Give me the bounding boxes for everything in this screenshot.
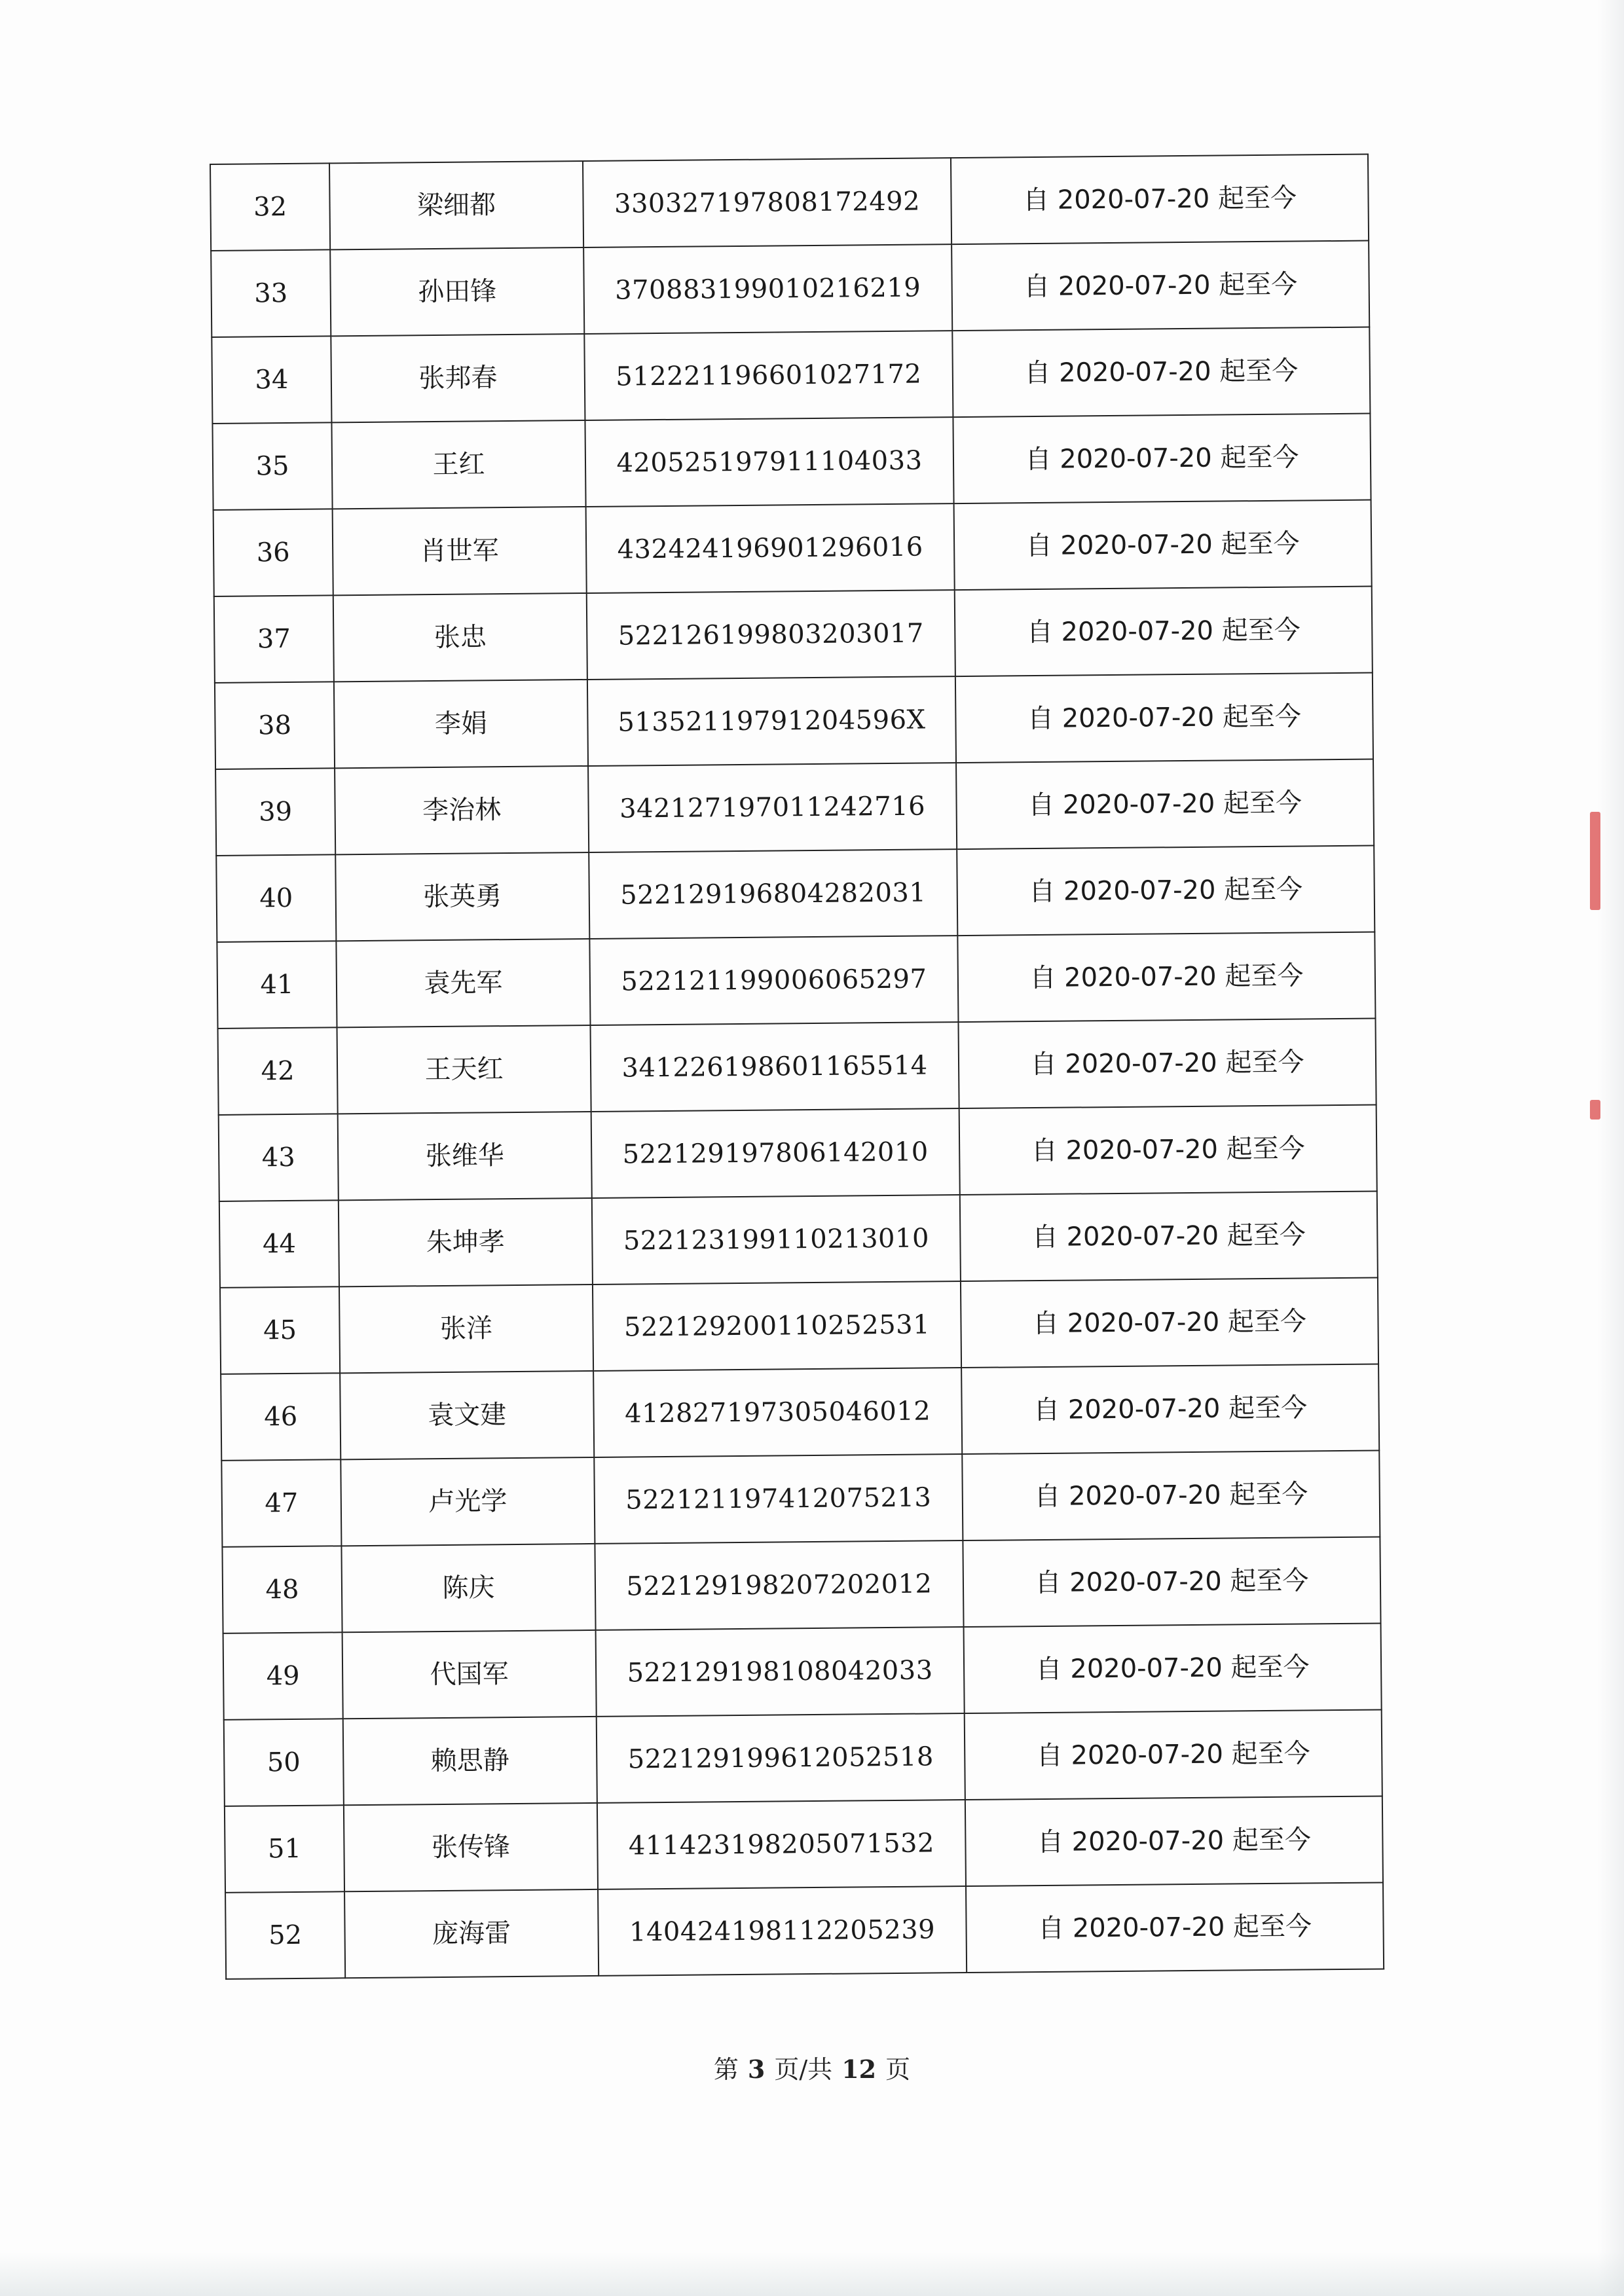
row-number-cell: 52 <box>225 1891 345 1979</box>
row-number-cell: 37 <box>214 595 334 683</box>
row-number-cell: 38 <box>215 682 335 769</box>
roster-table-body <box>210 155 1384 1979</box>
id-number-cell: 412827197305046012 <box>593 1368 962 1457</box>
row-number-cell: 43 <box>219 1114 339 1201</box>
name-cell: 袁先军 <box>336 939 590 1027</box>
name-cell: 肖世军 <box>333 507 587 595</box>
name-cell: 袁文建 <box>340 1371 594 1459</box>
name-cell: 代国军 <box>342 1630 597 1719</box>
name-cell: 王天红 <box>337 1025 591 1114</box>
row-number-cell: 49 <box>223 1632 343 1720</box>
table-row <box>221 1450 1380 1546</box>
table-row <box>219 1192 1378 1288</box>
period-cell: 自 2020-07-20 起至今 <box>958 1019 1376 1109</box>
id-number-cell: 370883199010216219 <box>583 244 952 334</box>
period-cell: 自 2020-07-20 起至今 <box>961 1277 1378 1368</box>
period-cell: 自 2020-07-20 起至今 <box>964 1623 1382 1713</box>
table-row <box>212 414 1371 510</box>
period-cell: 自 2020-07-20 起至今 <box>961 1364 1379 1454</box>
name-cell: 张维华 <box>338 1112 592 1200</box>
id-number-cell: 522121199006065297 <box>589 936 958 1025</box>
table-row <box>220 1277 1378 1374</box>
row-number-cell: 40 <box>216 854 336 942</box>
row-number-cell: 51 <box>225 1805 344 1893</box>
footer-total-pages: 12 <box>841 2054 877 2084</box>
period-cell: 自 2020-07-20 起至今 <box>956 759 1374 850</box>
row-number-cell: 47 <box>221 1459 341 1547</box>
table-row <box>217 932 1375 1029</box>
id-number-cell: 522129199612052518 <box>597 1713 965 1803</box>
row-number-cell: 36 <box>213 509 333 596</box>
row-number-cell: 42 <box>218 1027 338 1115</box>
name-cell: 庞海雷 <box>344 1889 599 1978</box>
row-number-cell: 46 <box>221 1373 341 1461</box>
table-row <box>223 1623 1382 1719</box>
row-number-cell: 50 <box>224 1719 344 1806</box>
name-cell: 李治林 <box>335 766 589 854</box>
period-cell: 自 2020-07-20 起至今 <box>951 155 1369 245</box>
name-cell: 张忠 <box>333 593 587 682</box>
table-row <box>213 500 1372 596</box>
id-number-cell: 512221196601027172 <box>584 331 953 420</box>
table-row <box>214 587 1373 683</box>
row-number-cell: 41 <box>217 941 337 1029</box>
id-number-cell: 522129198108042033 <box>596 1627 965 1717</box>
row-number-cell: 32 <box>210 163 330 251</box>
name-cell: 孙田锋 <box>330 247 584 336</box>
table-row <box>215 759 1374 856</box>
table-row <box>225 1882 1384 1978</box>
footer-page-number: 3 <box>747 2054 766 2084</box>
id-number-cell: 522129200110252531 <box>593 1281 961 1371</box>
table-row <box>225 1796 1383 1892</box>
roster-table-container <box>210 153 1391 1979</box>
period-cell: 自 2020-07-20 起至今 <box>965 1709 1382 1800</box>
table-row <box>222 1537 1380 1633</box>
id-number-cell: 432424196901296016 <box>586 503 955 593</box>
period-cell: 自 2020-07-20 起至今 <box>963 1537 1380 1627</box>
table-row <box>215 673 1373 769</box>
period-cell: 自 2020-07-20 起至今 <box>959 1105 1377 1195</box>
name-cell: 李娟 <box>334 680 588 768</box>
id-number-cell: 522129196804282031 <box>589 849 957 939</box>
table-row <box>219 1105 1377 1201</box>
period-cell: 自 2020-07-20 起至今 <box>966 1882 1384 1973</box>
period-cell: 自 2020-07-20 起至今 <box>954 500 1372 591</box>
table-row <box>218 1019 1376 1115</box>
name-cell: 张英勇 <box>335 852 589 941</box>
red-seal-fragment-lower <box>1590 1100 1600 1120</box>
period-cell: 自 2020-07-20 起至今 <box>951 241 1369 331</box>
row-number-cell: 44 <box>219 1200 339 1288</box>
id-number-cell: 522129197806142010 <box>591 1108 960 1198</box>
row-number-cell: 45 <box>220 1286 340 1374</box>
name-cell: 张洋 <box>339 1285 593 1373</box>
id-number-cell: 411423198205071532 <box>597 1800 966 1889</box>
id-number-cell: 522121197412075213 <box>594 1454 963 1544</box>
name-cell: 张传锋 <box>344 1803 598 1891</box>
footer-prefix: 第 <box>713 2055 739 2084</box>
name-cell: 张邦春 <box>331 334 585 422</box>
period-cell: 自 2020-07-20 起至今 <box>953 414 1371 504</box>
name-cell: 王红 <box>331 420 585 509</box>
name-cell: 赖思静 <box>343 1717 597 1805</box>
name-cell: 梁细都 <box>329 161 583 249</box>
period-cell: 自 2020-07-20 起至今 <box>957 846 1375 936</box>
id-number-cell: 522129198207202012 <box>595 1540 963 1630</box>
table-row <box>216 846 1375 942</box>
id-number-cell: 522126199803203017 <box>587 590 955 680</box>
name-cell: 卢光学 <box>341 1457 595 1546</box>
scan-edge-bottom <box>0 2252 1624 2296</box>
id-number-cell: 330327197808172492 <box>583 158 951 247</box>
period-cell: 自 2020-07-20 起至今 <box>962 1450 1380 1540</box>
row-number-cell: 48 <box>222 1546 342 1633</box>
name-cell: 朱坤孝 <box>339 1198 593 1286</box>
name-cell: 陈庆 <box>341 1544 595 1632</box>
period-cell: 自 2020-07-20 起至今 <box>960 1192 1378 1282</box>
id-number-cell: 51352119791204596X <box>587 676 956 766</box>
period-cell: 自 2020-07-20 起至今 <box>965 1796 1383 1886</box>
footer-suffix: 页 <box>885 2055 911 2084</box>
row-number-cell: 35 <box>212 422 332 510</box>
period-cell: 自 2020-07-20 起至今 <box>952 327 1370 418</box>
period-cell: 自 2020-07-20 起至今 <box>955 673 1373 763</box>
page-footer <box>0 2049 1624 2085</box>
id-number-cell: 342127197011242716 <box>588 763 957 852</box>
scan-edge-right <box>1598 0 1624 2296</box>
table-row <box>212 327 1370 424</box>
period-cell: 自 2020-07-20 起至今 <box>957 932 1375 1023</box>
table-row <box>224 1709 1382 1806</box>
id-number-cell: 341226198601165514 <box>591 1022 959 1112</box>
period-cell: 自 2020-07-20 起至今 <box>955 587 1373 677</box>
row-number-cell: 33 <box>211 249 331 337</box>
footer-mid: 页/共 <box>774 2055 833 2084</box>
table-row <box>221 1364 1379 1460</box>
id-number-cell: 140424198112205239 <box>598 1886 967 1976</box>
id-number-cell: 420525197911104033 <box>585 417 953 507</box>
roster-table <box>210 154 1384 1980</box>
row-number-cell: 34 <box>212 336 331 424</box>
table-row <box>210 155 1369 251</box>
table-row <box>211 241 1369 337</box>
id-number-cell: 522123199110213010 <box>592 1195 961 1285</box>
row-number-cell: 39 <box>215 768 335 856</box>
red-seal-fragment-upper <box>1590 812 1600 910</box>
